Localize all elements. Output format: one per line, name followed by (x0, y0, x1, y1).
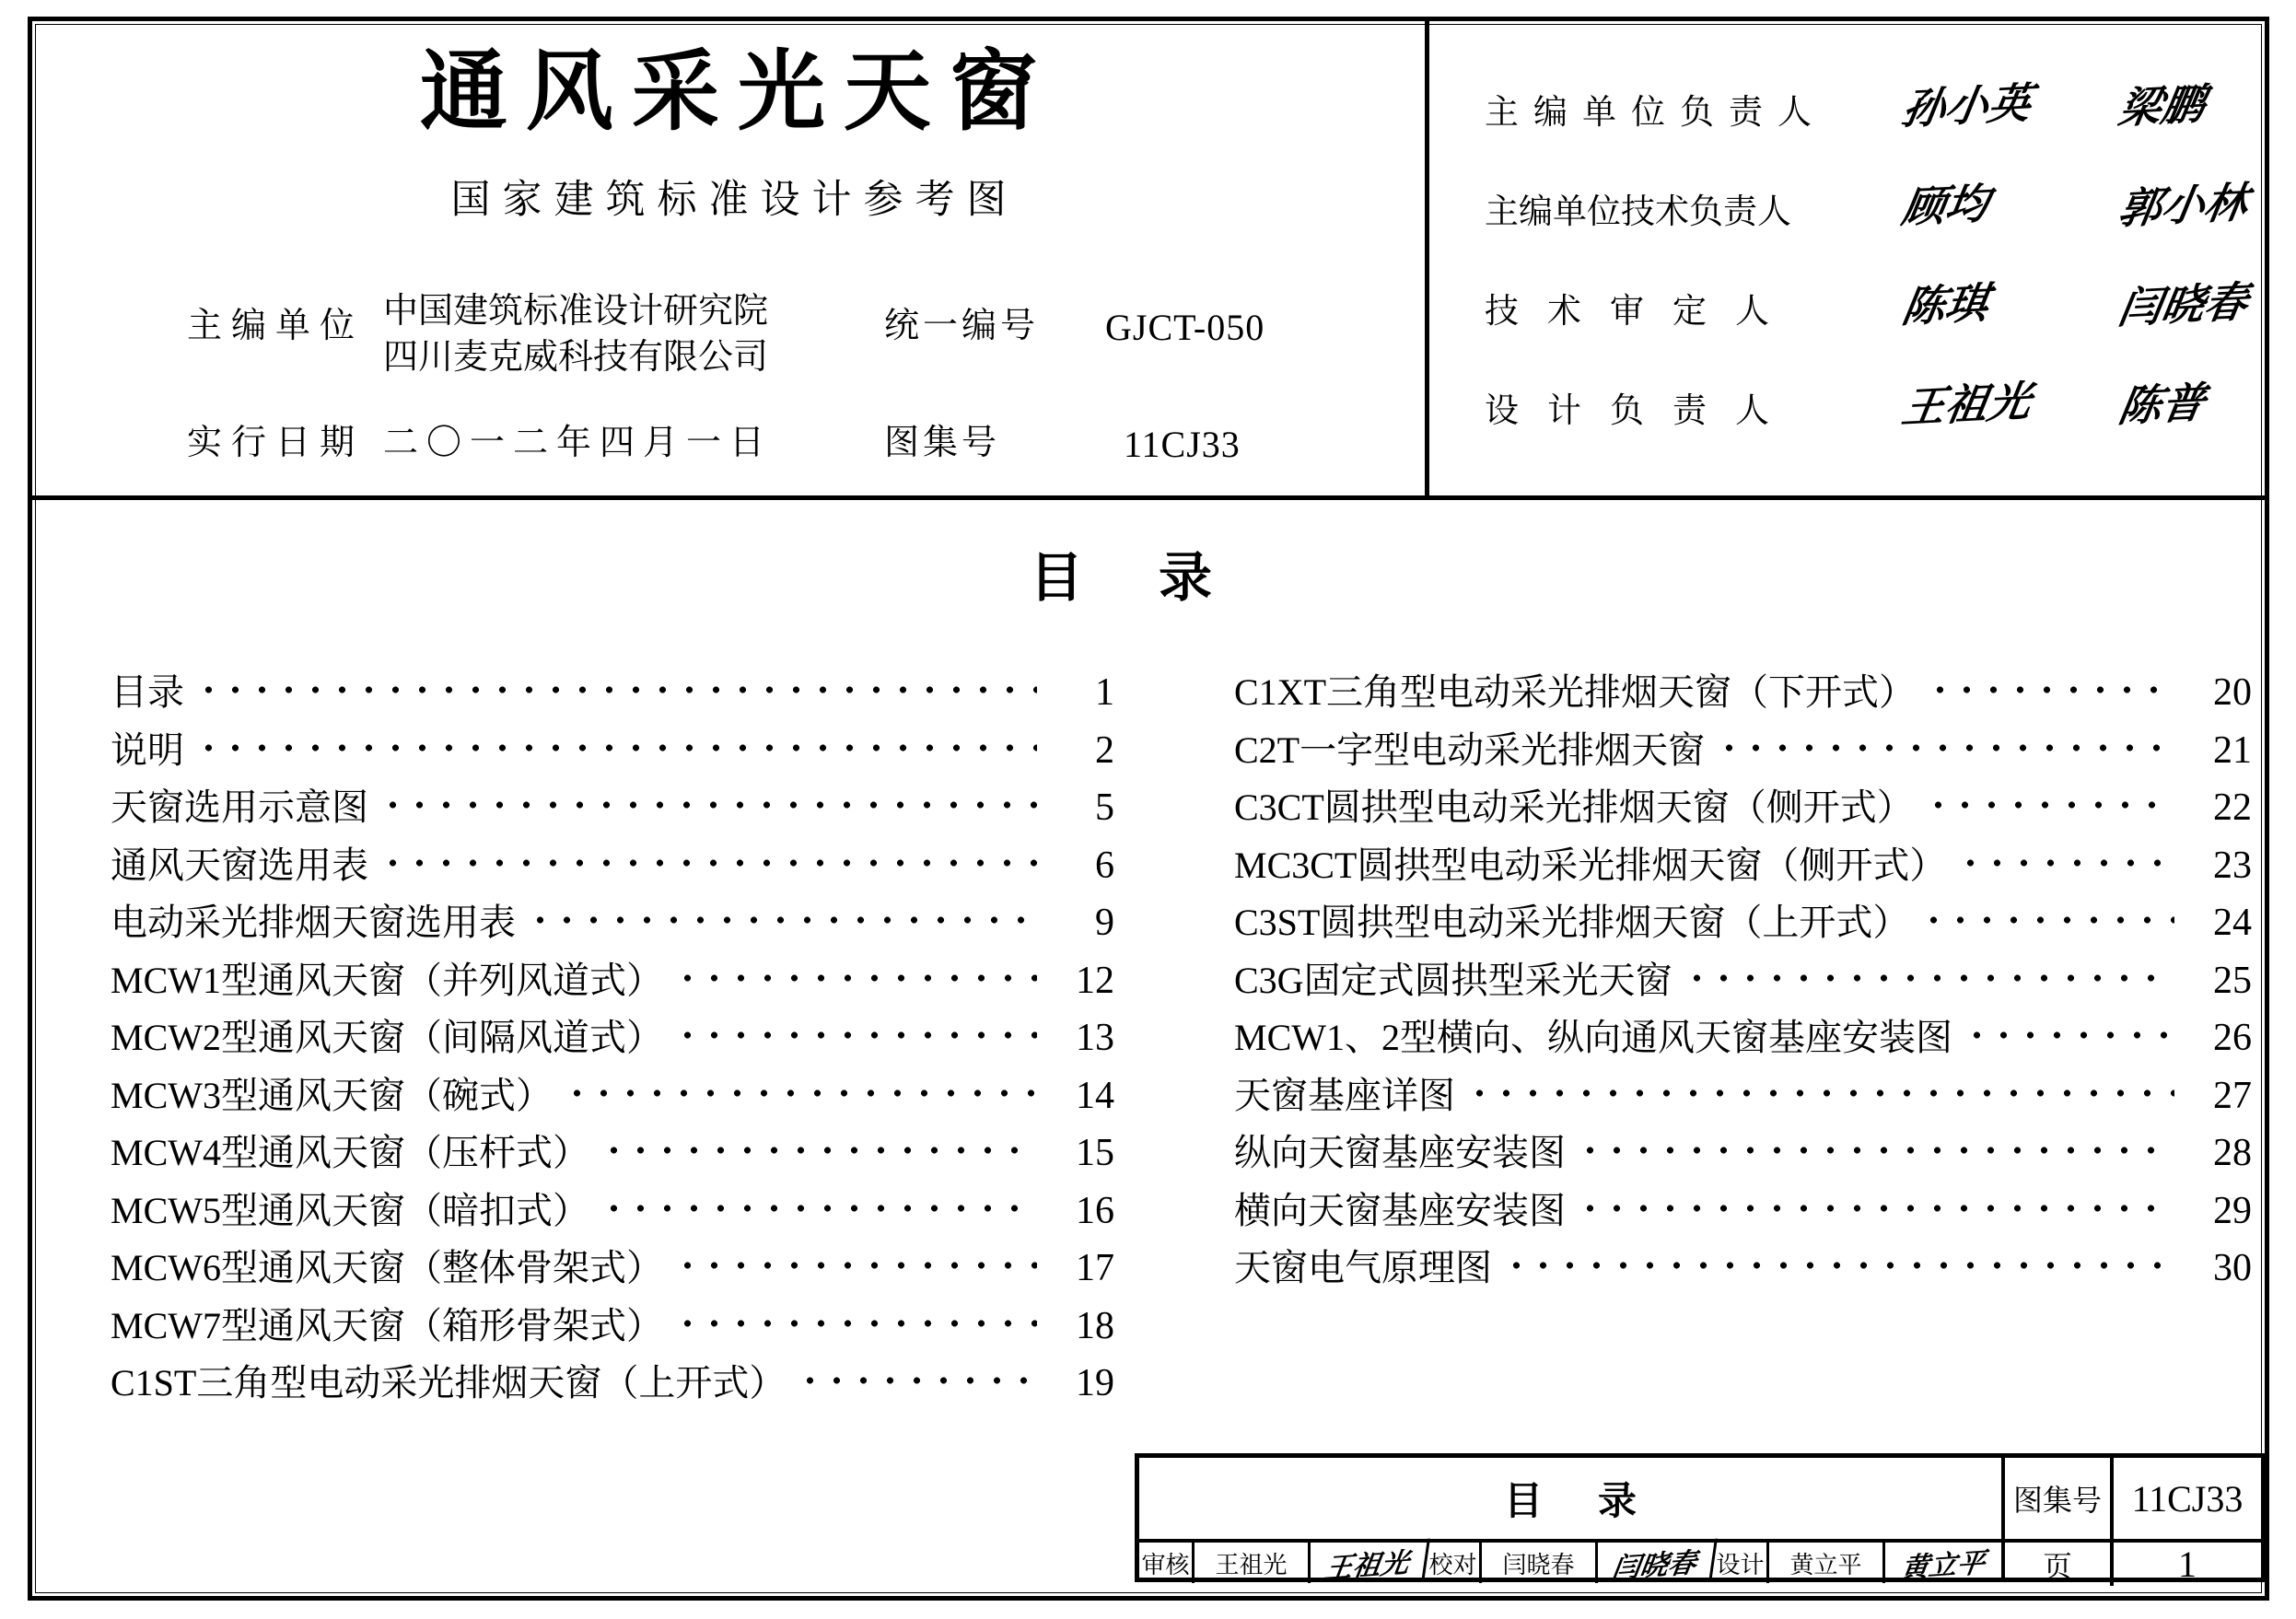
toc-entry-page: 25 (2213, 959, 2252, 1002)
toc-entry-page: 18 (1076, 1304, 1114, 1347)
toc-entry[interactable] (111, 668, 1114, 726)
toc-leader-dots (1925, 783, 2174, 820)
toc-entry-label: 天窗基座详图 (1234, 1074, 1455, 1116)
atlas-number-value: 11CJ33 (2131, 1477, 2244, 1520)
toc-leader-dots (379, 783, 1037, 820)
signature-label: 主编单位技术负责人 (1485, 193, 1791, 231)
review-label: 审核 (1139, 1543, 1195, 1583)
toc-entry[interactable] (1234, 898, 2252, 956)
toc-entry-label: 天窗电气原理图 (1234, 1247, 1492, 1288)
toc-entry[interactable] (111, 783, 1114, 841)
signature-handwriting-a: 顾均 (1898, 178, 1993, 233)
toc-entry-label: 说明 (111, 728, 184, 771)
toc-leader-dots (600, 1186, 1037, 1223)
toc-entry[interactable] (111, 1358, 1114, 1416)
toc-entry-page: 26 (2213, 1017, 2252, 1059)
toc-leader-dots (1927, 668, 2174, 705)
toc-entry-page: 2 (1095, 728, 1114, 772)
toc-entry-label: 横向天窗基座安装图 (1234, 1189, 1566, 1231)
title-block-people-row (1139, 1543, 2001, 1586)
signature-row-tech-chief (1485, 178, 2286, 250)
toc-leader-dots (1577, 1186, 2174, 1223)
toc-entry-label: MCW2型通风天窗（间隔风道式） (111, 1017, 663, 1058)
toc-entry[interactable] (1234, 668, 2252, 726)
check-signature: 闫晓春 (1594, 1539, 1718, 1588)
toc-entry-page: 5 (1095, 786, 1114, 829)
toc-entry-page: 29 (2213, 1189, 2252, 1232)
signature-handwriting-b: 梁鹏 (2115, 78, 2209, 134)
toc-entry-page: 14 (1076, 1074, 1114, 1117)
signature-row-design-chief (1485, 377, 2286, 448)
toc-entry-page: 16 (1076, 1189, 1114, 1232)
toc-entry-page: 17 (1076, 1247, 1114, 1289)
toc-leader-dots (1503, 1243, 2174, 1280)
toc-entry-page: 20 (2213, 671, 2252, 714)
unified-number-label: 统一编号 (884, 307, 1040, 345)
design-name: 黄立平 (1769, 1543, 1885, 1583)
toc-entry-label: C1ST三角型电动采光排烟天窗（上开式） (111, 1362, 787, 1404)
toc-leader-dots (195, 726, 1037, 763)
signature-label: 技术审定人 (1485, 293, 1798, 331)
toc-entry[interactable] (1234, 1186, 2252, 1244)
toc-entry[interactable] (111, 1186, 1114, 1244)
toc-entry-page: 22 (2213, 786, 2252, 829)
signature-handwriting-b: 郭小林 (2115, 177, 2252, 234)
check-label: 校对 (1427, 1543, 1482, 1583)
signature-row-tech-approver (1485, 277, 2286, 349)
toc-entry[interactable] (111, 1071, 1114, 1129)
toc-leader-dots (797, 1358, 1037, 1395)
toc-entry-label: C3CT圆拱型电动采光排烟天窗（侧开式） (1234, 786, 1914, 828)
editor-unit-2: 四川麦克威科技有限公司 (383, 338, 769, 378)
toc-entry[interactable] (111, 841, 1114, 899)
toc-entry-page: 9 (1095, 902, 1114, 944)
review-name: 王祖光 (1195, 1543, 1311, 1583)
title-block-title: 目录 (1139, 1458, 2001, 1543)
toc-leader-dots (1957, 841, 2174, 878)
toc-leader-dots (1577, 1128, 2174, 1165)
signature-row-chief-editor (1485, 78, 2286, 150)
toc-entry[interactable] (1234, 1071, 2252, 1129)
header-block (32, 21, 2265, 500)
header-left-panel (32, 21, 1429, 495)
check-name: 闫晓春 (1482, 1543, 1598, 1583)
toc-leader-dots (674, 1301, 1037, 1338)
toc-entry[interactable] (111, 1243, 1114, 1301)
toc-entry-label: C3G固定式圆拱型采光天窗 (1234, 959, 1672, 1001)
title-block-atlas-row (2005, 1458, 2261, 1543)
signature-handwriting-a: 王祖光 (1898, 376, 2035, 433)
review-signature: 王祖光 (1307, 1539, 1430, 1588)
toc-entry-page: 15 (1076, 1132, 1114, 1174)
toc-leader-dots (600, 1128, 1037, 1165)
toc-entry-label: 目录 (111, 671, 184, 713)
toc-entry[interactable] (1234, 956, 2252, 1014)
toc-entry-label: 通风天窗选用表 (111, 844, 368, 886)
toc-entry-label: MCW5型通风天窗（暗扣式） (111, 1189, 589, 1231)
toc-leader-dots (1466, 1071, 2174, 1108)
toc-entry-label: 电动采光排烟天窗选用表 (111, 902, 516, 943)
editor-unit-label: 主编单位 (187, 307, 365, 345)
toc-entry-page: 28 (2213, 1132, 2252, 1174)
toc-entry-label: MCW3型通风天窗（碗式） (111, 1074, 553, 1116)
toc-heading: 目录 (1029, 546, 1288, 609)
toc-entry[interactable] (111, 726, 1114, 784)
signature-handwriting-a: 陈琪 (1898, 277, 1993, 332)
signature-handwriting-a: 孙小英 (1898, 77, 2035, 134)
editor-unit-1: 中国建筑标准设计研究院 (383, 292, 769, 331)
toc-entry-label: MC3CT圆拱型电动采光排烟天窗（侧开式） (1234, 844, 1947, 886)
toc-entry[interactable] (1234, 1128, 2252, 1186)
toc-leader-dots (674, 956, 1037, 993)
toc-entry[interactable] (111, 1128, 1114, 1186)
toc-leader-dots (195, 668, 1037, 705)
toc-entry-label: C1XT三角型电动采光排烟天窗（下开式） (1234, 671, 1916, 713)
effective-date-value: 二〇一二年四月一日 (383, 424, 774, 462)
toc-leader-dots (1716, 726, 2174, 763)
toc-entry-page: 12 (1076, 959, 1114, 1002)
toc-entry-label: MCW7型通风天窗（箱形骨架式） (111, 1304, 663, 1346)
design-signature: 黄立平 (1898, 1546, 1987, 1586)
atlas-number-label: 图集号 (884, 424, 1001, 462)
title-block-main (1139, 1458, 2005, 1586)
toc-entry[interactable] (1234, 1013, 2252, 1071)
toc-entry-page: 30 (2213, 1247, 2252, 1289)
toc-leader-dots (674, 1243, 1037, 1280)
toc-right-column (1234, 668, 2252, 1301)
toc-entry-page: 21 (2213, 728, 2252, 772)
toc-entry[interactable] (111, 1301, 1114, 1359)
toc-entry-label: 天窗选用示意图 (111, 786, 368, 828)
page-value: 1 (2178, 1543, 2197, 1585)
toc-entry[interactable] (111, 898, 1114, 956)
toc-entry-label: C2T一字型电动采光排烟天窗 (1234, 728, 1706, 771)
toc-entry[interactable] (1234, 841, 2252, 899)
toc-entry[interactable] (1234, 726, 2252, 784)
page-label: 页 (2005, 1543, 2114, 1586)
editor-unit-values (383, 288, 768, 380)
toc-entry-label: MCW4型通风天窗（压杆式） (111, 1132, 589, 1173)
page-sub-title: 国家建筑标准设计参考图 (450, 179, 1019, 222)
title-block-right (2005, 1458, 2261, 1585)
toc-entry-label: 纵向天窗基座安装图 (1234, 1132, 1566, 1173)
toc-entry[interactable] (1234, 1243, 2252, 1301)
atlas-number-label: 图集号 (2005, 1458, 2114, 1539)
toc-entry-page: 1 (1095, 671, 1114, 714)
atlas-number-value: 11CJ33 (1124, 424, 1241, 465)
signature-handwriting-b: 陈普 (2115, 377, 2209, 432)
toc-entry-label: MCW6型通风天窗（整体骨架式） (111, 1247, 663, 1288)
toc-entry[interactable] (111, 956, 1114, 1014)
signature-label: 设计负责人 (1485, 392, 1798, 430)
toc-entry-page: 6 (1095, 844, 1114, 887)
toc-left-column (111, 668, 1114, 1416)
toc-entry-page: 27 (2213, 1074, 2252, 1117)
title-block-page-row (2005, 1543, 2261, 1586)
toc-leader-dots (564, 1071, 1037, 1108)
toc-leader-dots (1964, 1013, 2174, 1050)
signature-panel (1429, 21, 2265, 495)
toc-entry-page: 13 (1076, 1017, 1114, 1059)
toc-entry-label: MCW1型通风天窗（并列风道式） (111, 959, 663, 1001)
toc-entry-page: 23 (2213, 844, 2252, 887)
toc-entry-label: C3ST圆拱型电动采光排烟天窗（上开式） (1234, 902, 1910, 943)
toc-leader-dots (527, 898, 1037, 935)
toc-leader-dots (1920, 898, 2174, 935)
page-main-title: 通风采光天窗 (419, 41, 1055, 143)
toc-entry-label: MCW1、2型横向、纵向通风天窗基座安装图 (1234, 1017, 1952, 1058)
toc-entry-page: 24 (2213, 902, 2252, 944)
drawing-title-block (1135, 1453, 2266, 1586)
toc-entry[interactable] (1234, 783, 2252, 841)
signature-label: 主编单位负责人 (1485, 94, 1826, 132)
effective-date-label: 实行日期 (187, 424, 365, 462)
toc-entry-page: 19 (1076, 1362, 1114, 1404)
design-label: 设计 (1714, 1543, 1769, 1583)
toc-leader-dots (1684, 956, 2174, 993)
unified-number-value: GJCT-050 (1105, 307, 1265, 348)
toc-leader-dots (379, 841, 1037, 878)
toc-leader-dots (674, 1013, 1037, 1050)
signature-handwriting-b: 闫晓春 (2115, 276, 2252, 333)
toc-entry[interactable] (111, 1013, 1114, 1071)
